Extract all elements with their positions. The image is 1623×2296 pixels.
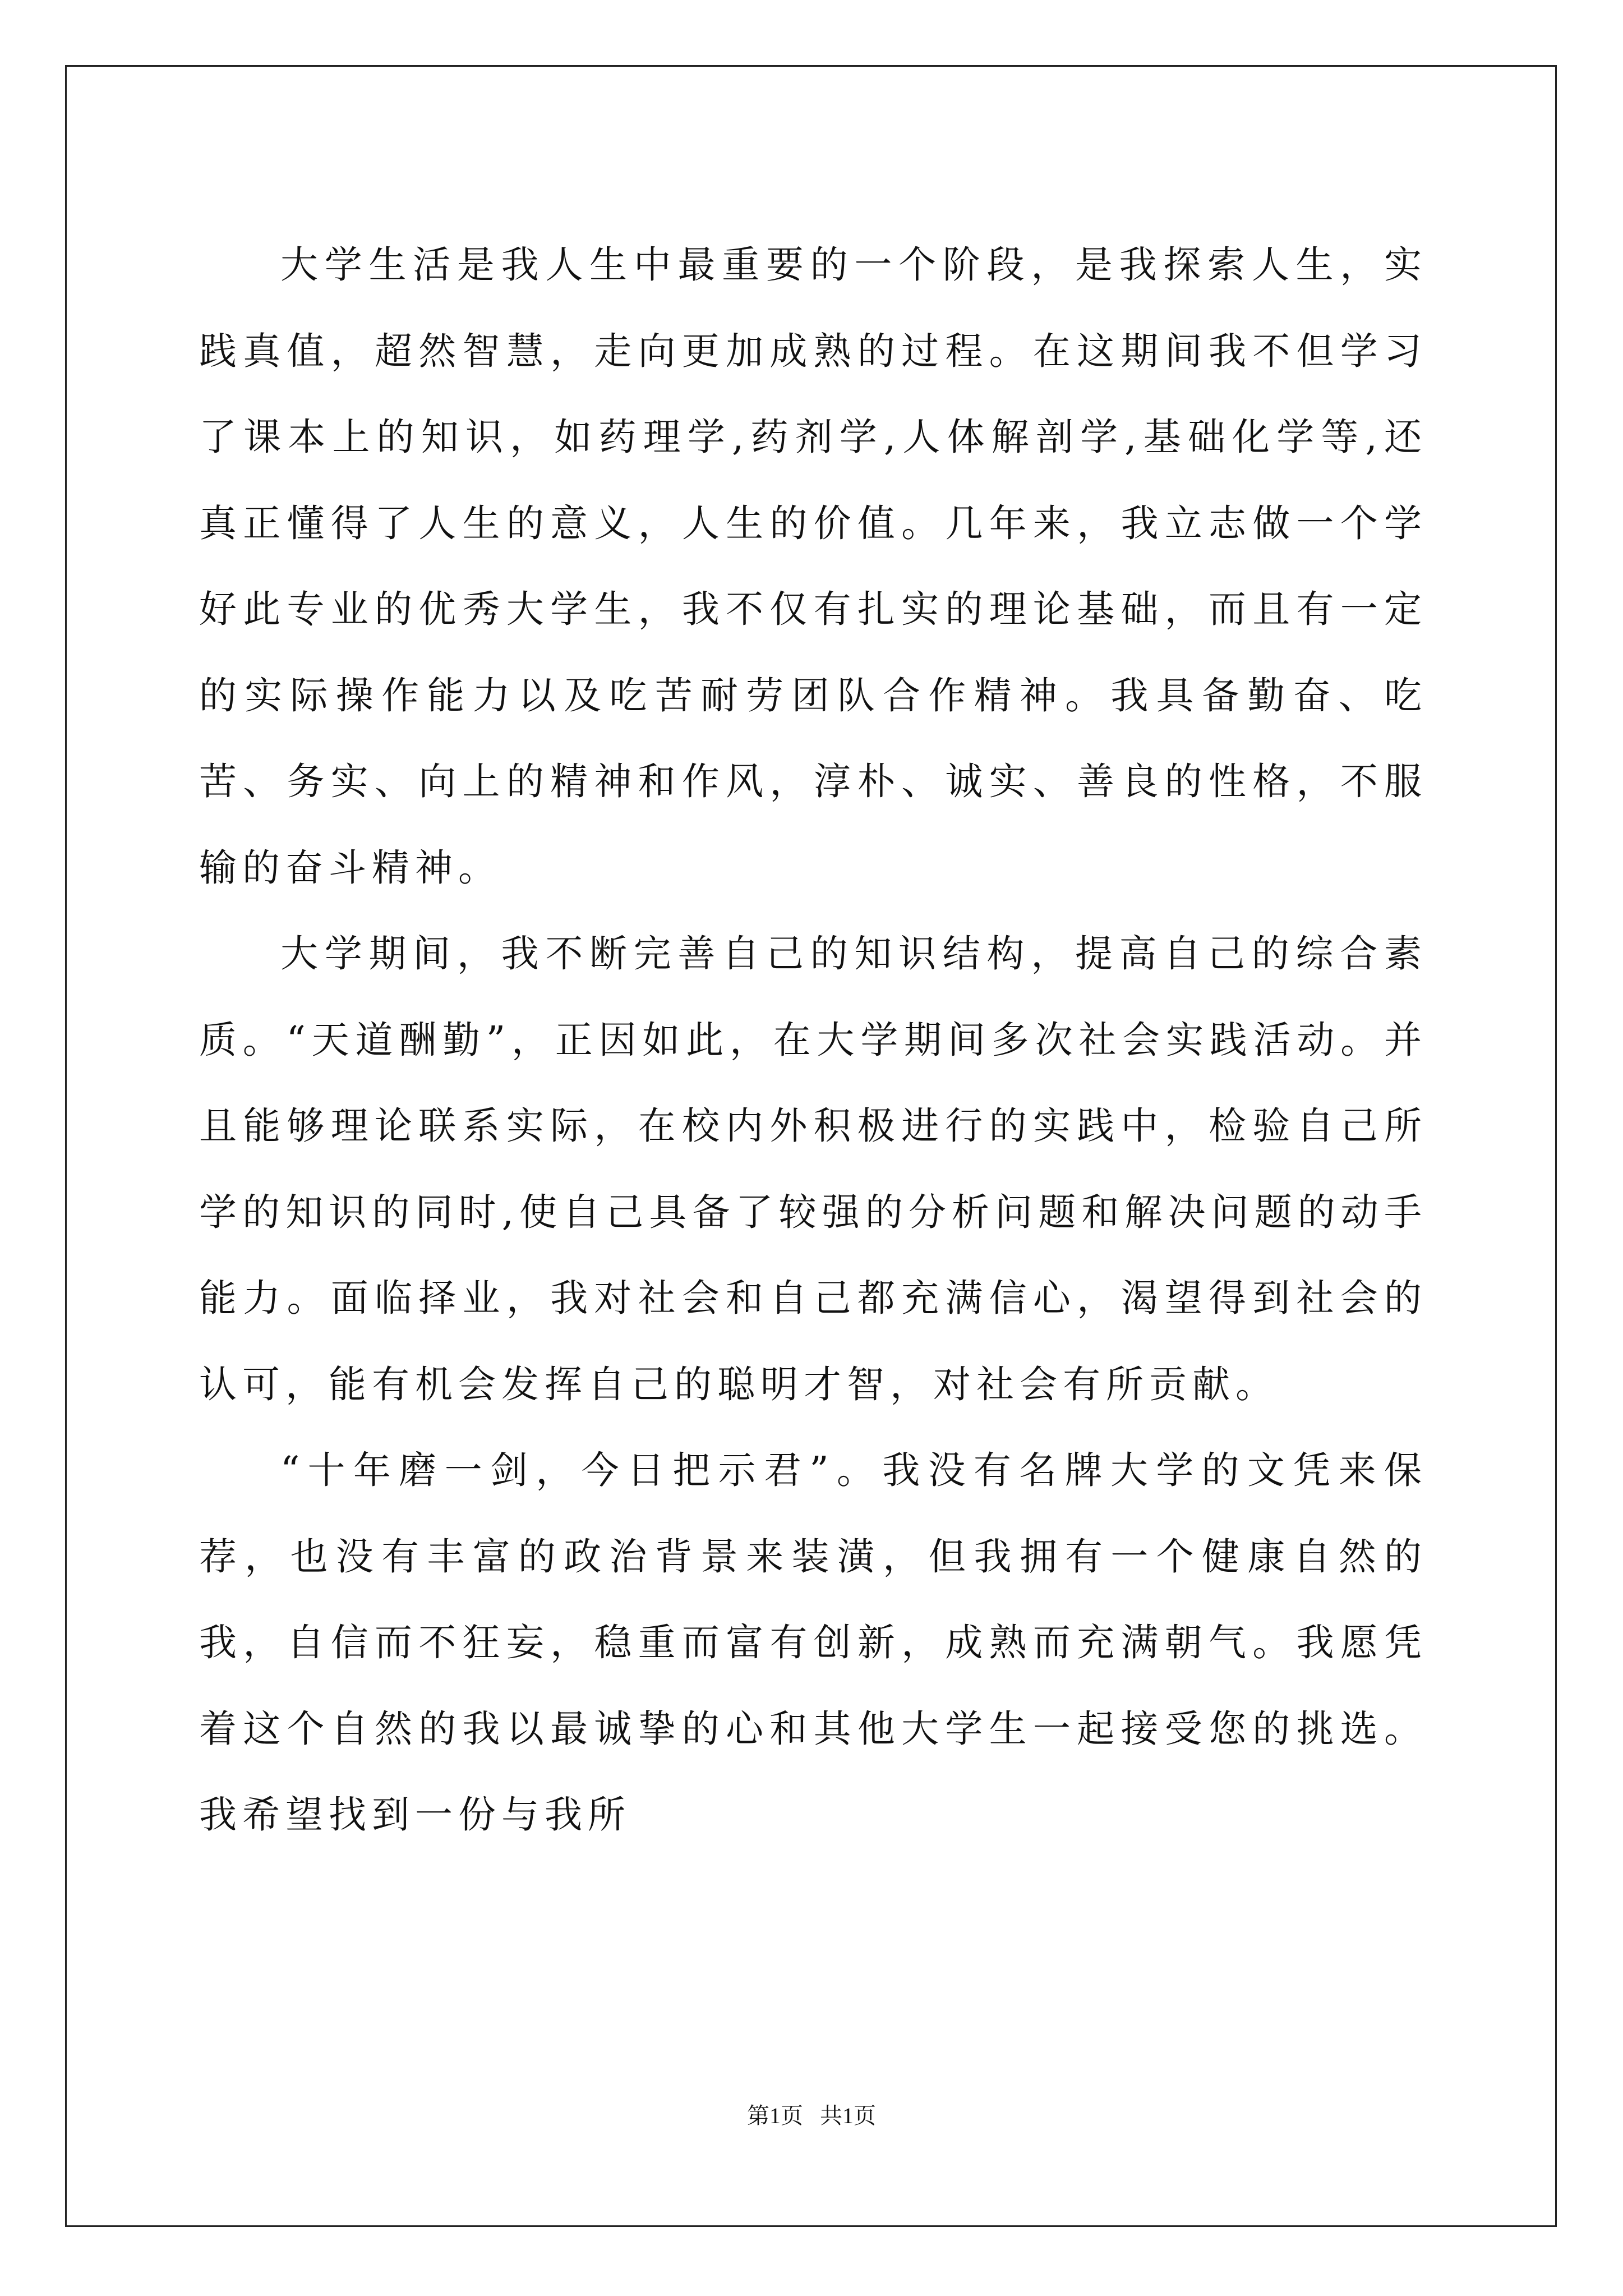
paragraph-2: 大学期间，我不断完善自己的知识结构，提高自己的综合素质。“天道酬勤”，正因如此，在大学期间多次社会实践活动。并且能够理论联系实际，在校内外积极进行的实践中，检验自己所学的知识的同时,使自己具备了较强的分析问题和解决问题的动手能力。面临择业，我对社会和自己都充满信心，渴望得到社会的认可，能有机会发挥自己的聪明才智，对社会有所贡献。 — [199, 932, 1427, 1406]
page-footer: 第1页 共1页 — [747, 2103, 876, 2128]
paragraph-1: 大学生活是我人生中最重要的一个阶段，是我探索人生，实践真值，超然智慧，走向更加成熟的过程。在这期间我不但学习了课本上的知识，如药理学,药剂学,人体解剖学,基础化学等,还真正懂得了人生的意义，人生的价值。几年来，我立志做一个学好此专业的优秀大学生，我不仅有扎实的理论基础，而且有一定的实际操作能力以及吃苦耐劳团队合作精神。我具备勤奋、吃苦、务实、向上的精神和作风，淳朴、诚实、善良的性格，不服输的奋斗精神。 — [199, 243, 1427, 890]
document-body — [199, 222, 1427, 1858]
paragraph-3: “十年磨一剑，今日把示君”。我没有名牌大学的文凭来保荐，也没有丰富的政治背景来装潢，但我拥有一个健康自然的我，自信而不狂妄，稳重而富有创新，成熟而充满朝气。我愿凭着这个自然的我以最诚挚的心和其他大学生一起接受您的挑选。我希望找到一份与我所 — [199, 1448, 1427, 1837]
